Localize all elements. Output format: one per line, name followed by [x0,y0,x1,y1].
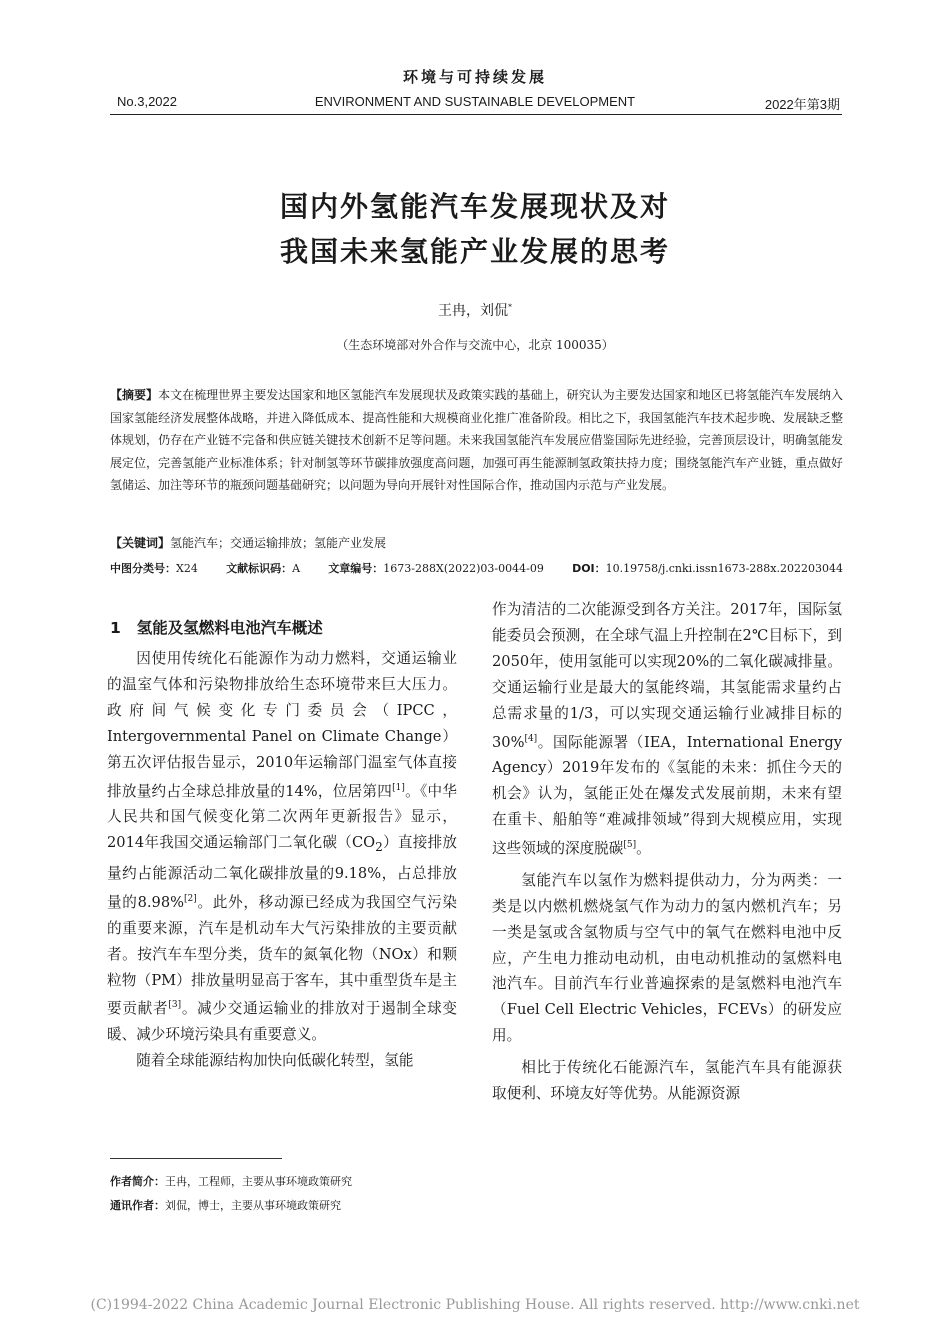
body-right-column [492,597,842,1107]
citation-ref[interactable]: [5] [623,840,637,851]
citation-ref[interactable]: [3] [168,1000,182,1011]
doi-field: DOI：10.19758/j.cnki.issn1673-288x.202203044 [572,562,843,575]
copyright-line: (C)1994-2022 China Academic Journal Electronic Publishing House. All rights reserved. http://www.cnki.net [90,1297,860,1313]
article-meta [110,560,843,576]
citation-ref[interactable]: [4] [524,733,538,744]
issue-cn: 2022年第3期 [764,97,840,112]
journal-name-cn: 环境与可持续发展 [402,68,547,86]
section-number: 1 [110,619,121,637]
body-paragraph: 相比于传统化石能源汽车，氢能汽车具有能源获取便利、环境友好等优势。从能源资源 [492,1059,842,1103]
paper-title-line-1: 国内外氢能汽车发展现状及对 [279,190,670,223]
co2-subscript: 2 [375,840,383,855]
body-left-column [107,646,457,1074]
citation-ref[interactable]: [2] [183,893,197,904]
section-title: 氢能及氢燃料电池汽车概述 [136,619,323,637]
keywords-label: 【关键词】 [110,536,171,550]
body-paragraph: 氢能汽车以氢作为燃料提供动力，分为两类：一类是以内燃机燃烧氢气作为动力的氢内燃机汽车；另一类是氢或含氢物质与空气中的氧气在燃料电池中反应，产生电力推动电动机，由电动机推动的氢燃料电池汽车。目前汽车行业普遍探索的是氢燃料电池汽车（Fuel Cell Electric Vehicles，FCEVs）的研发应用。 [492,871,842,1045]
citation-ref[interactable]: [1] [392,782,405,793]
article-number-field: 文章编号：1673-288X(2022)03-0044-09 [328,562,544,575]
corresponding-author-mark: * [508,302,512,312]
corresponding-author-footnote: 通讯作者：刘侃，博士，主要从事环境政策研究 [110,1199,341,1212]
keywords [110,534,843,551]
abstract [110,384,843,497]
author-bio-footnote: 作者简介：王冉，工程师，主要从事环境政策研究 [110,1175,352,1188]
header-rule [110,114,842,115]
doc-code-field: 文献标识码：A [226,562,301,575]
body-paragraph: 作为清洁的二次能源受到各方关注。2017年，国际氢能委员会预测，在全球气温上升控制在2℃目标下，到2050年，使用氢能可以实现20%的二氧化碳减排量。交通运输行业是最大的氢能终端，其氢能需求量约占总需求量的1/3，可以实现交通运输行业减排目标的30%[4]。国际能源署（IEA，International Energy Agency）2019年发布的《氢能的未来：抓住今天的机会》认为，氢能正处在爆发式发展前期，未来有望在重卡、船舶等“难减排领域”得到大规模应用，实现这些领域的深度脱碳[5]。 [492,601,842,857]
keywords-text: 氢能汽车；交通运输排放；氢能产业发展 [170,536,387,550]
authors [0,300,950,320]
footnote-rule [110,1158,282,1159]
body-paragraph: 随着全球能源结构加快向低碳化转型，氢能 [136,1052,414,1070]
journal-name-en: ENVIRONMENT AND SUSTAINABLE DEVELOPMENT [314,94,636,109]
section-heading [110,616,323,638]
body-paragraph: 因使用传统化石能源作为动力燃料，交通运输业的温室气体和污染物排放给生态环境带来巨大压力。政府间气候变化专门委员会（IPCC，Intergovernmental Panel on Climate Change）第五次评估报告显示，2010年运输部门温室气体直接排放量约占全球总排放量的14%，位居第四[1]。《中华人民共和国气候变化第二次两年更新报告》显示，2014年我国交通运输部门二氧化碳$(CO_2)$直接排放量约占能源活动二氧化碳排放量的9.18%，占总排放量的8.98%[2]。此外，移动源已经成为我国空气污染的重要来源，汽车是机动车大气污染排放的主要贡献者。按汽车车型分类，货车的氮氧化物（NOx）和颗粒物（PM）排放量明显高于客车，其中重型货车是主要贡献者[3]。减少交通运输业的排放对于遏制全球变暖、减少环境污染具有重要意义。 [107,650,457,1044]
clc-field: 中图分类号：X24 [110,562,198,575]
affiliation: （生态环境部对外合作与交流中心，北京 100035） [336,338,614,352]
issue-en: No.3,2022 [117,94,177,109]
abstract-label: 【摘要】 [110,388,159,402]
author-names: 王冉，刘侃 [438,303,508,319]
abstract-text: 本文在梳理世界主要发达国家和地区氢能汽车发展现状及政策实践的基础上，研究认为主要发达国家和地区已将氢能汽车发展纳入国家氢能经济发展整体战略，并进入降低成本、提高性能和大规模商业化推广准备阶段。相比之下，我国氢能汽车技术起步晚、发展缺乏整体规划，仍存在产业链不完备和供应链关键技术创新不足等问题。未来我国氢能汽车发展应借鉴国际先进经验，完善顶层设计，明确氢能发展定位，完善氢能产业标准体系；针对制氢等环节碳排放强度高问题，加强可再生能源制氢政策扶持力度；围绕氢能汽车产业链，重点做好氢储运、加注等环节的瓶颈问题基础研究；以问题为导向开展针对性国际合作，推动国内示范与产业发展。 [110,388,843,493]
paper-title-line-2: 我国未来氢能产业发展的思考 [279,235,670,268]
